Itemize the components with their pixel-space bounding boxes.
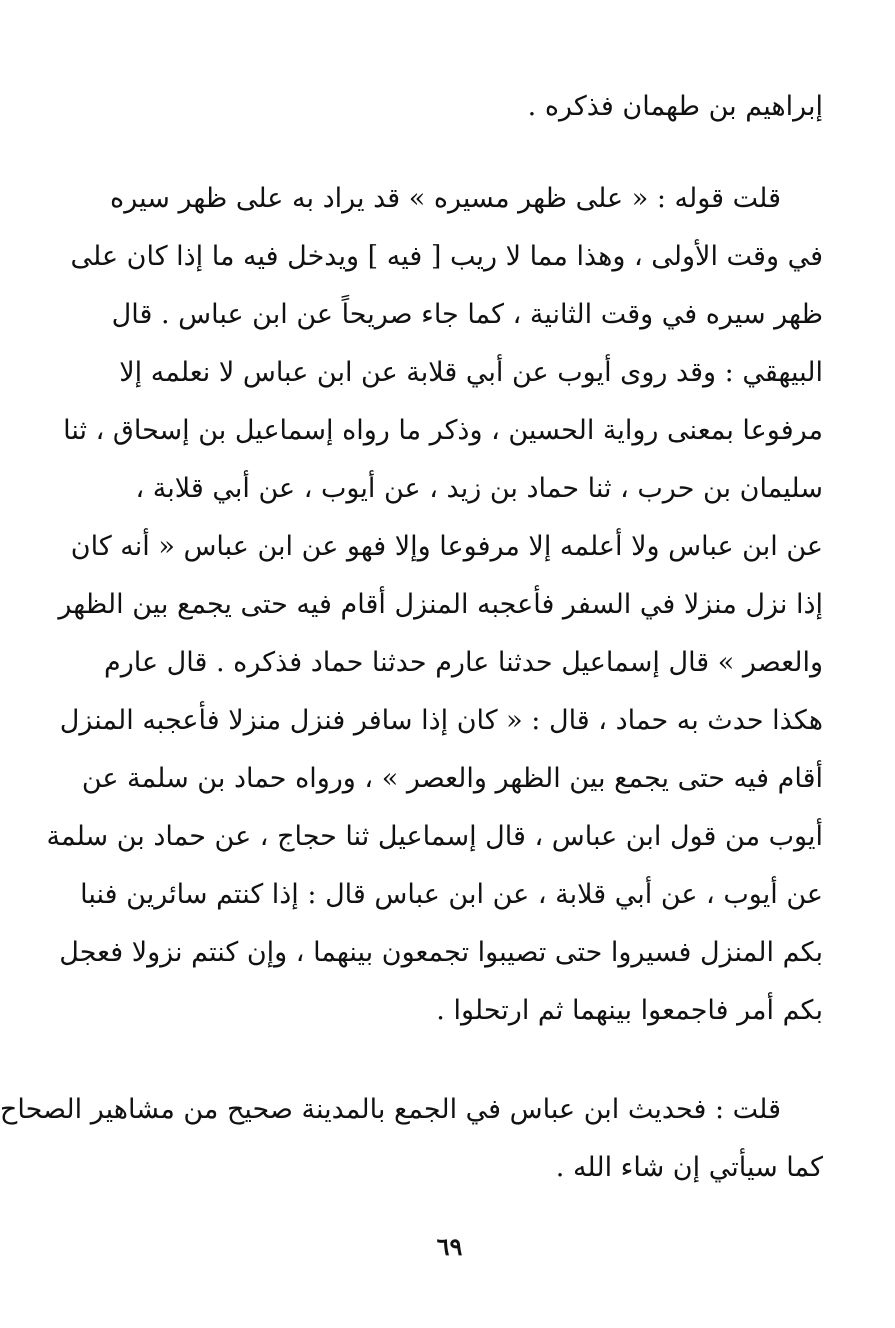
text-line: عن أيوب ، عن أبي قلابة ، عن ابن عباس قال : إذا كنتم سائرين فنبا [80, 879, 823, 910]
page-number: ٦٩ [436, 1232, 463, 1261]
text-line: هكذا حدث به حماد ، قال : « كان إذا سافر فنزل منزلا فأعجبه المنزل [59, 705, 823, 736]
intro-line [104, 78, 823, 136]
text-line: قلت : فحديث ابن عباس في الجمع بالمدينة صحيح من مشاهير الصحاح [0, 1094, 781, 1125]
text-line: مرفوعا بمعنى رواية الحسين ، وذكر ما رواه إسماعيل بن إسحاق ، ثنا [63, 415, 823, 446]
text-line: سليمان بن حرب ، ثنا حماد بن زيد ، عن أيوب ، عن أبي قلابة ، [135, 473, 823, 504]
text-line: أقام فيه حتى يجمع بين الظهر والعصر » ، ورواه حماد بن سلمة عن [81, 763, 823, 794]
text-line: بكم المنزل فسيروا حتى تصيبوا تجمعون بينهما ، وإن كنتم نزولا فعجل [59, 937, 823, 968]
text-line: والعصر » قال إسماعيل حدثنا عارم حدثنا حماد فذكره . قال عارم [104, 647, 823, 678]
text-line: إبراهيم بن طهمان فذكره . [527, 91, 823, 122]
text-line: كما سيأتي إن شاء الله . [555, 1152, 823, 1183]
text-line: قلت قوله : « على ظهر مسيره » قد يراد به على ظهر سيره [110, 183, 781, 214]
main-paragraph [46, 170, 823, 1040]
text-line: عن ابن عباس ولا أعلمه إلا مرفوعا وإلا فهو عن ابن عباس « أنه كان [70, 531, 823, 562]
closing-paragraph [0, 1081, 823, 1197]
text-line: البيهقي : وقد روى أيوب عن أبي قلابة عن ابن عباس لا نعلمه إلا [119, 357, 823, 388]
text-line: في وقت الأولى ، وهذا مما لا ريب [ فيه ] ويدخل فيه ما إذا كان على [70, 241, 823, 272]
text-line: أيوب من قول ابن عباس ، قال إسماعيل ثنا حجاج ، عن حماد بن سلمة [46, 821, 823, 852]
text-line: بكم أمر فاجمعوا بينهما ثم ارتحلوا . [436, 995, 823, 1026]
text-line: ظهر سيره في وقت الثانية ، كما جاء صريحاً عن ابن عباس . قال [111, 299, 823, 330]
text-line: إذا نزل منزلا في السفر فأعجبه المنزل أقام فيه حتى يجمع بين الظهر [58, 589, 823, 620]
